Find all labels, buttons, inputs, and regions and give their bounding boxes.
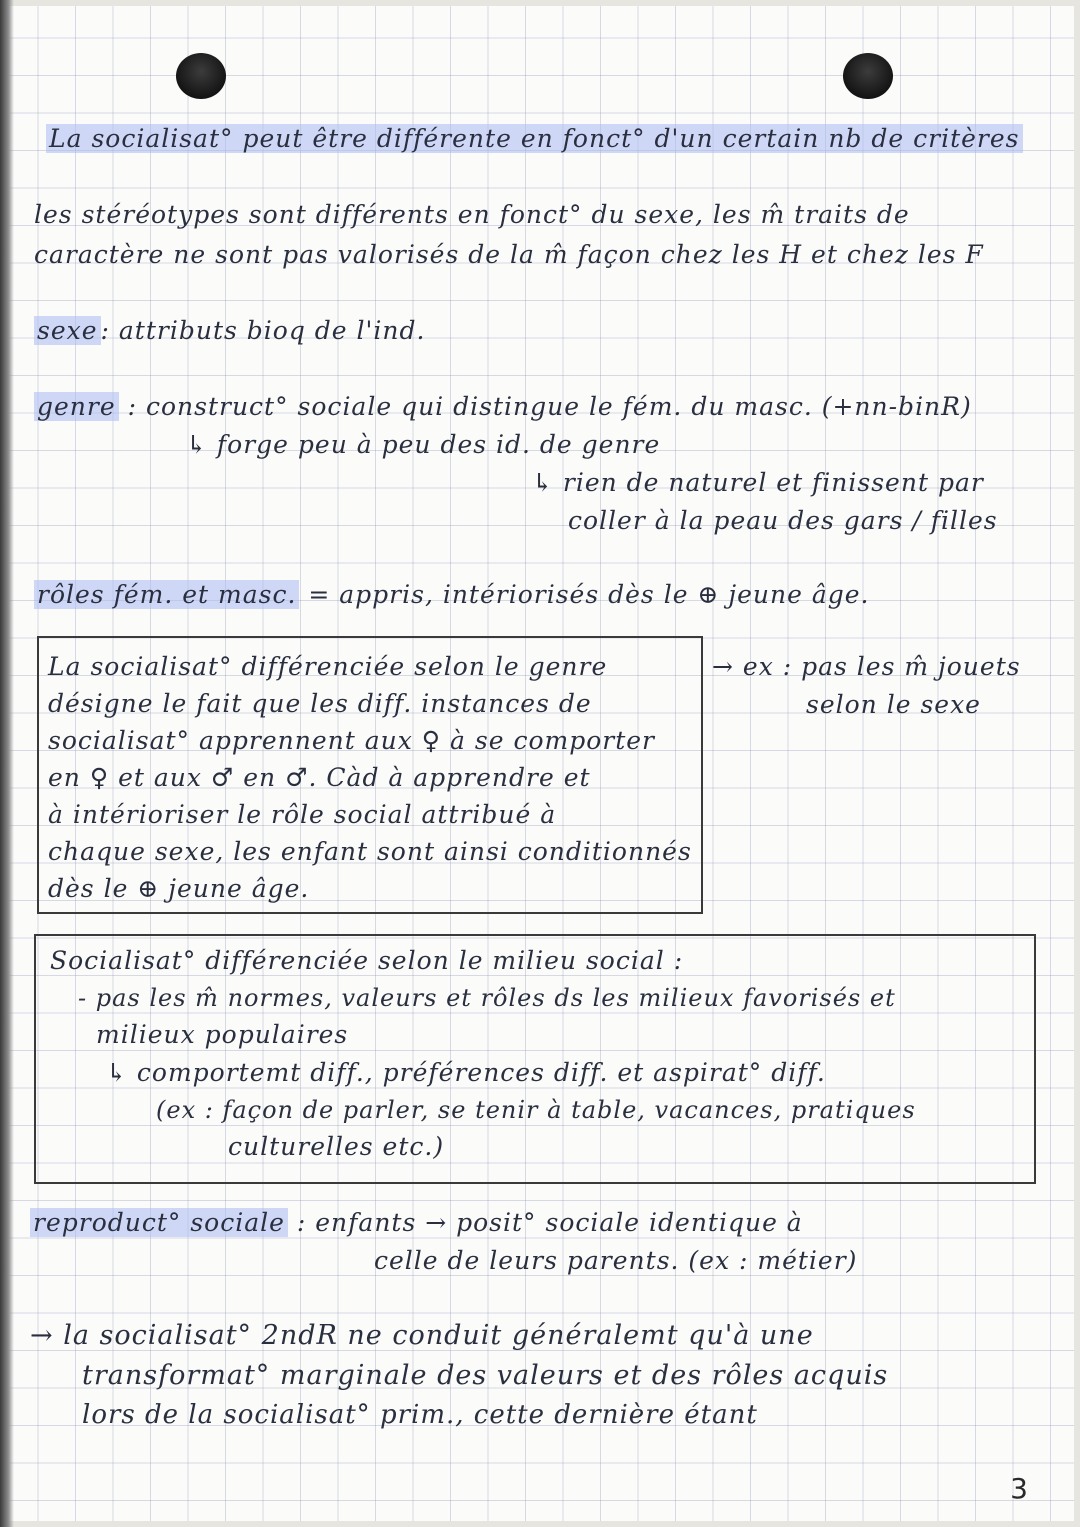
genre-sub-1: ↳ forge peu à peu des id. de genre bbox=[186, 430, 661, 459]
genre-sub-3: coller à la peau des gars / filles bbox=[568, 506, 998, 535]
box1-line-7: dès le ⊕ jeune âge. bbox=[48, 874, 310, 903]
genre-definition bbox=[34, 392, 972, 421]
genre-term: genre bbox=[34, 392, 119, 421]
reproduction-line-1 bbox=[30, 1208, 803, 1237]
conclusion-line-2: transformat° marginale des valeurs et des rôles acquis bbox=[82, 1360, 889, 1391]
box1-example-1: → ex : pas les m̂ jouets bbox=[712, 652, 1021, 681]
box2-line-4: ↳ comportemt diff., préférences diff. et aspirat° diff. bbox=[106, 1058, 826, 1087]
intro-text: La socialisat° peut être différente en fonct° d'un certain nb de critères bbox=[46, 124, 1023, 153]
sexe-term: sexe bbox=[34, 316, 101, 345]
box1-example-2: selon le sexe bbox=[806, 690, 981, 719]
sexe-definition bbox=[34, 316, 425, 345]
conclusion-line-3: lors de la socialisat° prim., cette dernière étant bbox=[82, 1400, 758, 1430]
reproduction-def: : enfants → posit° sociale identique à bbox=[296, 1208, 803, 1237]
binder-hole-right bbox=[843, 53, 893, 99]
box1-line-2: désigne le fait que les diff. instances de bbox=[48, 689, 592, 718]
box1-line-6: chaque sexe, les enfant sont ainsi conditionnés bbox=[48, 837, 692, 866]
reproduction-term: reproduct° sociale bbox=[30, 1208, 288, 1237]
box1-line-4: en ♀ et aux ♂ en ♂. Càd à apprendre et bbox=[48, 763, 591, 792]
reproduction-line-2: celle de leurs parents. (ex : métier) bbox=[374, 1246, 858, 1275]
sexe-def: : attributs bioq de l'ind. bbox=[100, 316, 426, 345]
roles-def: = appris, intériorisés dès le ⊕ jeune âge. bbox=[308, 580, 870, 609]
box1-line-1: La socialisat° différenciée selon le genre bbox=[48, 652, 608, 681]
stereotypes-line-1: les stéréotypes sont différents en fonct° du sexe, les m̂ traits de bbox=[34, 200, 910, 229]
box2-line-6: culturelles etc.) bbox=[228, 1132, 445, 1161]
genre-sub-2: ↳ rien de naturel et finissent par bbox=[532, 468, 984, 497]
roles-term: rôles fém. et masc. bbox=[34, 580, 299, 609]
box2-line-5: (ex : façon de parler, se tenir à table, vacances, pratiques bbox=[156, 1096, 916, 1124]
page-number: 3 bbox=[1010, 1472, 1028, 1505]
genre-def: : construct° sociale qui distingue le fém. du masc. (+nn-binR) bbox=[127, 392, 972, 421]
conclusion-line-1: → la socialisat° 2ndR ne conduit généralemt qu'à une bbox=[30, 1320, 814, 1351]
roles-definition bbox=[34, 580, 869, 609]
box2-line-2: - pas les m̂ normes, valeurs et rôles ds les milieux favorisés et bbox=[78, 984, 896, 1012]
box1-line-3: socialisat° apprennent aux ♀ à se comporter bbox=[48, 726, 656, 755]
box1-line-5: à intérioriser le rôle social attribué à bbox=[48, 800, 557, 829]
box2-line-1: Socialisat° différenciée selon le milieu social : bbox=[50, 946, 684, 975]
box2-line-3: milieux populaires bbox=[96, 1020, 349, 1049]
binder-hole-left bbox=[176, 53, 226, 99]
intro-line bbox=[46, 124, 1023, 153]
stereotypes-line-2: caractère ne sont pas valorisés de la m̂ façon chez les H et chez les F bbox=[34, 240, 984, 269]
